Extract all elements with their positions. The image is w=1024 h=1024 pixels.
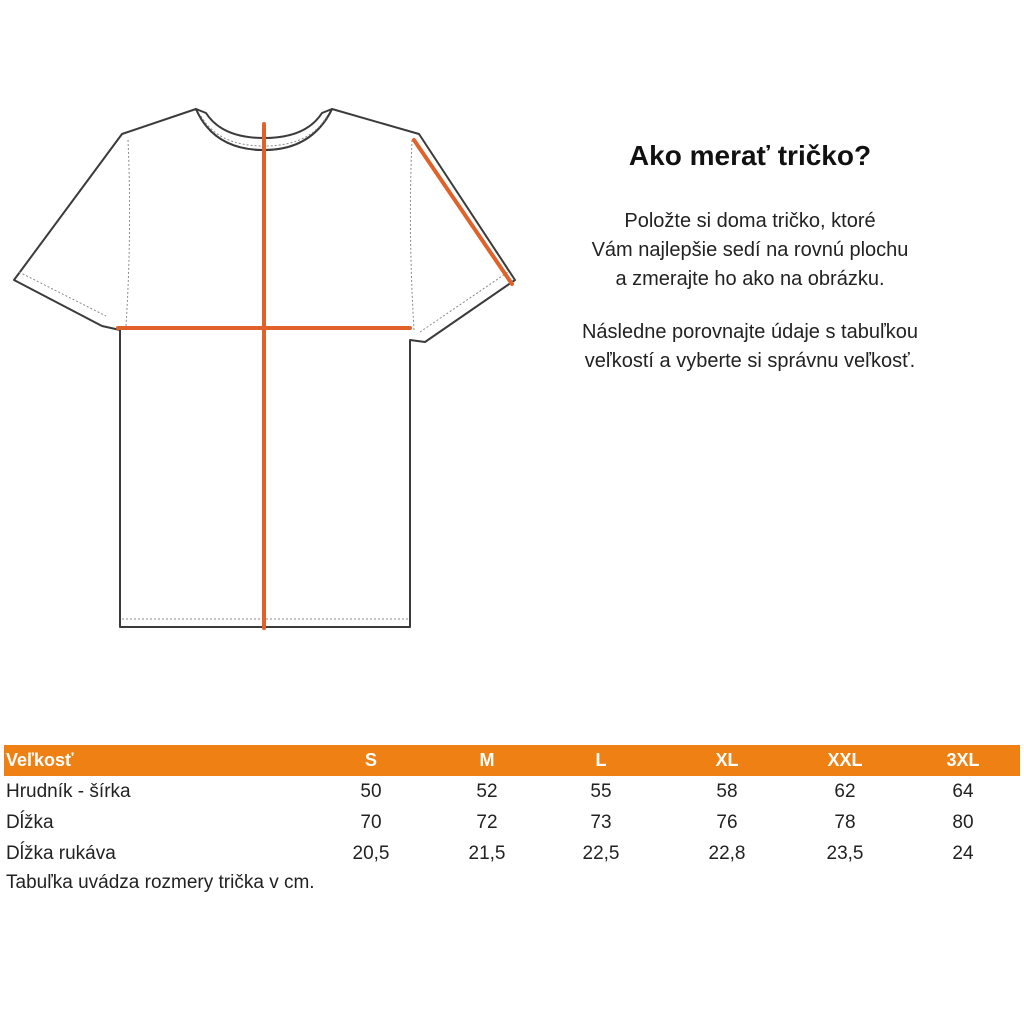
table-cell: 22,8 bbox=[708, 843, 746, 864]
table-cell: 20,5 bbox=[352, 843, 390, 864]
instructions-line: Vám najlepšie sedí na rovnú plochu bbox=[591, 239, 909, 261]
instructions-line: a zmerajte ho ako na obrázku. bbox=[615, 268, 885, 290]
table-cell: 72 bbox=[476, 812, 498, 833]
instructions-line: Položte si doma tričko, ktoré bbox=[624, 210, 876, 232]
comparison-line: veľkostí a vyberte si správnu veľkosť. bbox=[584, 350, 916, 372]
table-cell: 52 bbox=[476, 781, 498, 802]
tshirt-illustration bbox=[0, 0, 540, 660]
size-column-header: XXL bbox=[827, 750, 863, 770]
size-table-header bbox=[4, 745, 1020, 776]
table-cell: 73 bbox=[590, 812, 612, 833]
size-column-header: XL bbox=[715, 750, 739, 770]
comparison-paragraph bbox=[500, 318, 1000, 376]
table-row bbox=[4, 807, 1020, 838]
table-cell: 22,5 bbox=[582, 843, 620, 864]
size-column-header: S bbox=[364, 750, 377, 770]
table-cell: 76 bbox=[716, 812, 738, 833]
size-column-header: 3XL bbox=[946, 750, 980, 770]
table-row bbox=[4, 776, 1020, 807]
row-label: Dĺžka rukáva bbox=[6, 843, 116, 864]
table-cell: 78 bbox=[834, 812, 856, 833]
table-cell: 24 bbox=[952, 843, 974, 864]
table-cell: 70 bbox=[360, 812, 382, 833]
table-cell: 58 bbox=[716, 781, 738, 802]
table-cell: 23,5 bbox=[826, 843, 864, 864]
table-row bbox=[4, 838, 1020, 869]
instructions-paragraph bbox=[500, 207, 1000, 294]
row-label: Hrudník - šírka bbox=[6, 781, 131, 802]
table-cell: 21,5 bbox=[468, 843, 506, 864]
table-cell: 50 bbox=[360, 781, 382, 802]
size-header-label: Veľkosť bbox=[6, 750, 74, 770]
table-cell: 80 bbox=[952, 812, 974, 833]
table-cell: 55 bbox=[590, 781, 612, 802]
size-table bbox=[4, 745, 1020, 869]
table-note: Tabuľka uvádza rozmery trička v cm. bbox=[6, 872, 315, 893]
size-column-header: M bbox=[479, 750, 495, 770]
size-column-header: L bbox=[595, 750, 607, 770]
row-label: Dĺžka bbox=[6, 812, 54, 833]
table-cell: 64 bbox=[952, 781, 974, 802]
page-title: Ako merať tričko? bbox=[628, 140, 872, 171]
comparison-line: Následne porovnajte údaje s tabuľkou bbox=[581, 321, 919, 343]
table-cell: 62 bbox=[834, 781, 856, 802]
